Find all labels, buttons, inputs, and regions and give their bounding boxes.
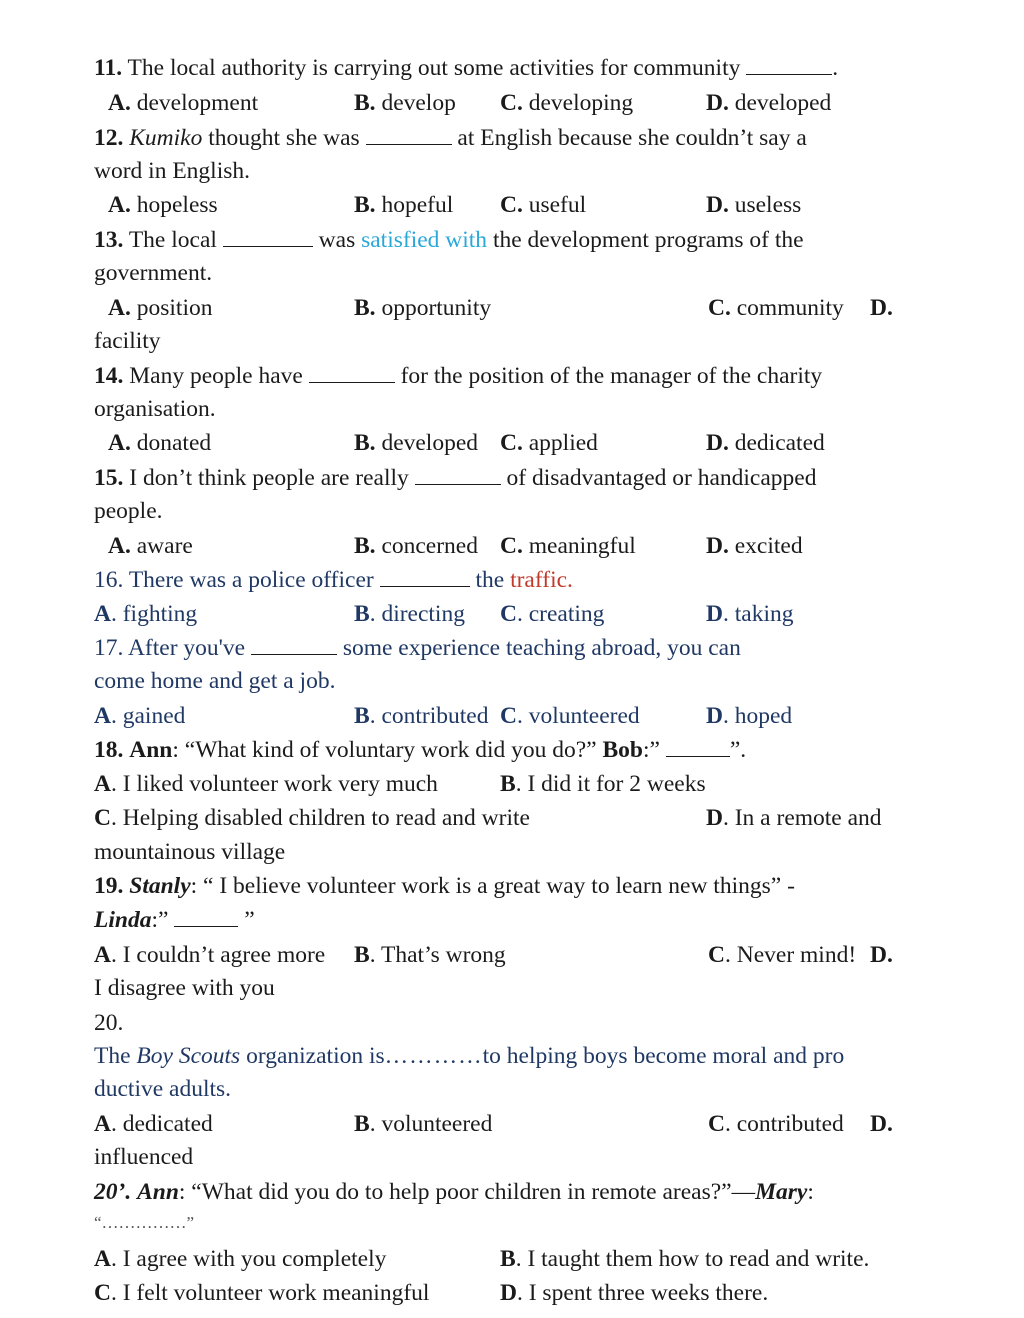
question-12-cont: word in English.	[94, 158, 251, 184]
answer-blank	[380, 564, 470, 587]
answer-blank	[415, 462, 501, 485]
question-14: 14. Many people have for the position of the manager of the charity	[94, 360, 822, 392]
option-c[interactable]: C. community	[708, 295, 844, 321]
question-11	[94, 52, 838, 84]
option-d-text[interactable]: I disagree with you	[94, 975, 275, 1001]
highlighted-word: traffic.	[510, 567, 573, 593]
option-b[interactable]: B. volunteered	[354, 1111, 493, 1137]
question-number: 11.	[94, 55, 123, 81]
question-18: 18. Ann: “What kind of voluntary work did you do?” Bob:” ”.	[94, 734, 746, 766]
option-c[interactable]: C. contributed	[708, 1111, 844, 1137]
option-b[interactable]: B. That’s wrong	[354, 942, 506, 968]
question-15-cont: people.	[94, 498, 163, 524]
highlighted-phrase: satisfied with	[361, 227, 488, 253]
question-19-cont: Linda:” ”	[94, 904, 255, 936]
option-a[interactable]: A. position	[108, 295, 213, 321]
option-c[interactable]: C. creating	[500, 601, 605, 627]
answer-blank	[309, 360, 395, 383]
answer-dots: “……………”	[94, 1213, 195, 1232]
option-d[interactable]: D. useless	[706, 192, 802, 218]
speaker-bob: Bob	[602, 737, 643, 763]
option-a[interactable]: A. dedicated	[94, 1111, 213, 1137]
question-16: 16. There was a police officer the traffic.	[94, 564, 573, 596]
option-b[interactable]: B. I did it for 2 weeks	[500, 771, 706, 797]
name-italic: Kumiko	[129, 125, 203, 151]
option-a[interactable]: A. I liked volunteer work very much	[94, 771, 438, 797]
question-text: The local authority is carrying out some activities for community	[127, 55, 741, 81]
option-a[interactable]: A. hopeless	[108, 192, 218, 218]
name-italic: Boy Scouts	[136, 1043, 241, 1069]
answer-blank	[746, 52, 832, 75]
option-c[interactable]: C. meaningful	[500, 533, 636, 559]
option-d[interactable]: D. In a remote and	[706, 805, 882, 831]
option-a[interactable]: A. I agree with you completely	[94, 1246, 387, 1272]
option-d[interactable]: D.	[870, 295, 893, 321]
option-d[interactable]: D. hoped	[706, 703, 793, 729]
option-c[interactable]: C. applied	[500, 430, 598, 456]
option-b[interactable]: B. develop	[354, 90, 456, 116]
answer-blank	[223, 224, 313, 247]
option-c[interactable]: C. useful	[500, 192, 587, 218]
question-20-cont: ductive adults.	[94, 1076, 232, 1102]
option-d-text[interactable]: influenced	[94, 1144, 194, 1170]
option-a[interactable]: A. donated	[108, 430, 212, 456]
speaker-ann: Ann	[129, 737, 173, 763]
answer-blank	[666, 734, 730, 757]
option-b[interactable]: B. hopeful	[354, 192, 454, 218]
question-15: 15. I don’t think people are really of disadvantaged or handicapped	[94, 462, 816, 494]
speaker-stanly: Stanly	[129, 873, 191, 899]
option-b[interactable]: B. directing	[354, 601, 465, 627]
option-b[interactable]: B. I taught them how to read and write.	[500, 1246, 870, 1272]
question-14-cont: organisation.	[94, 396, 216, 422]
question-12: 12. Kumiko thought she was at English because she couldn’t say a	[94, 122, 807, 154]
option-d[interactable]: D. dedicated	[706, 430, 825, 456]
speaker-linda: Linda	[94, 907, 152, 933]
speaker-mary: Mary	[755, 1179, 808, 1205]
option-d[interactable]: D. developed	[706, 90, 832, 116]
question-13-cont: government.	[94, 260, 213, 286]
option-c[interactable]: C. Helping disabled children to read and write	[94, 805, 530, 831]
option-a[interactable]: A. gained	[94, 703, 186, 729]
option-a[interactable]: A. fighting	[94, 601, 198, 627]
question-20-prime: 20’. Ann: “What did you do to help poor children in remote areas?”—Mary:	[94, 1179, 814, 1205]
option-b[interactable]: B. developed	[354, 430, 479, 456]
question-19: 19. Stanly: “ I believe volunteer work is a great way to learn new things” -	[94, 873, 795, 899]
option-b[interactable]: B. contributed	[354, 703, 489, 729]
speaker-ann: Ann	[137, 1179, 179, 1205]
answer-blank	[174, 904, 238, 927]
option-c[interactable]: C. Never mind!	[708, 942, 857, 968]
question-20-number: 20.	[94, 1010, 124, 1036]
option-a[interactable]: A. aware	[108, 533, 193, 559]
option-d[interactable]: D. taking	[706, 601, 794, 627]
option-d-text[interactable]: facility	[94, 328, 161, 354]
answer-dots: …………	[384, 1043, 483, 1069]
option-a[interactable]: A. I couldn’t agree more	[94, 942, 326, 968]
answer-blank	[251, 632, 337, 655]
option-c[interactable]: C. I felt volunteer work meaningful	[94, 1280, 430, 1306]
question-20: The Boy Scouts organization is…………to helping boys become moral and pro	[94, 1043, 845, 1069]
option-b[interactable]: B. concerned	[354, 533, 478, 559]
question-17: 17. After you've some experience teaching abroad, you can	[94, 632, 741, 664]
option-b[interactable]: B. opportunity	[354, 295, 492, 321]
option-d[interactable]: D.	[870, 942, 893, 968]
option-c[interactable]: C. developing	[500, 90, 634, 116]
option-d-cont[interactable]: mountainous village	[94, 839, 286, 865]
option-c[interactable]: C. volunteered	[500, 703, 640, 729]
answer-blank	[366, 122, 452, 145]
question-17-cont: come home and get a job.	[94, 668, 336, 694]
option-d[interactable]: D. excited	[706, 533, 803, 559]
option-d[interactable]: D.	[870, 1111, 893, 1137]
question-13: 13. The local was satisfied with the development programs of the	[94, 224, 804, 256]
option-d[interactable]: D. I spent three weeks there.	[500, 1280, 769, 1306]
option-a[interactable]: A. development	[108, 90, 259, 116]
question-text-end: .	[832, 55, 839, 81]
